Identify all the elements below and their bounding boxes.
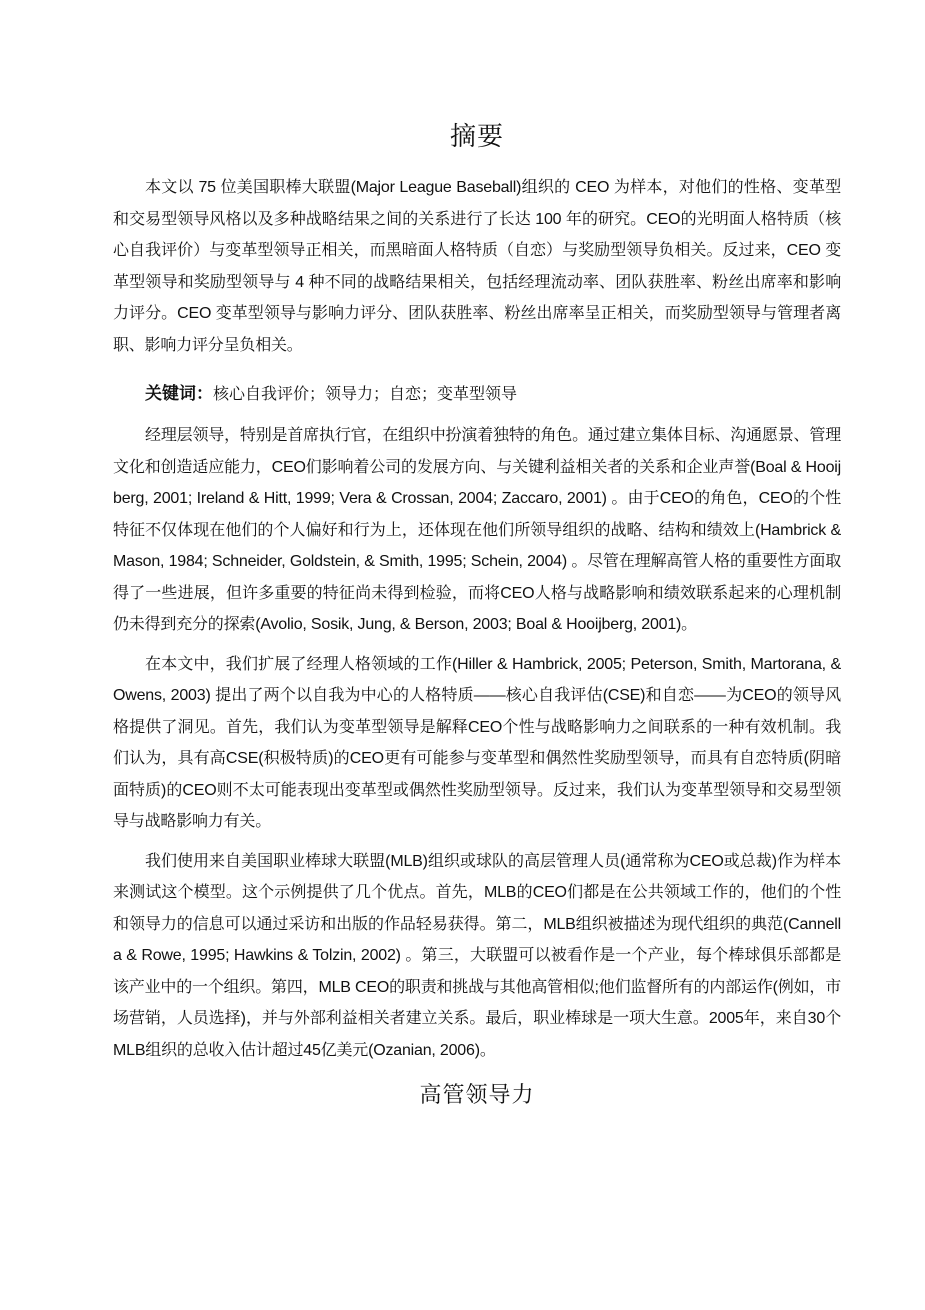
section-heading: 高管领导力	[419, 1082, 535, 1107]
document-page	[113, 118, 841, 1112]
body-paragraph-3: 我们使用来自美国职业棒球大联盟(MLB)组织或球队的高层管理人员(通常称为CEO或总裁)作为样本来测试这个模型。这个示例提供了几个优点。首先，MLB的CEO们都是在公共领域工作的，他们的个性和领导力的信息可以通过采访和出版的作品轻易获得。第二，MLB组织被描述为现代组织的典范(Cannella & Rowe, 1995; Hawkins & Tolzin, 2002) 。第三，大联盟可以被看作是一个产业，每个棒球俱乐部都是该产业中的一个组织。第四，MLB CEO的职责和挑战与其他高管相似;他们监督所有的内部运作(例如，市场营销，人员选择)，并与外部利益相关者建立关系。最后，职业棒球是一项大生意。2005年，来自30个MLB组织的总收入估计超过45亿美元(Ozanian, 2006)。	[113, 852, 841, 1059]
abstract-title: 摘要	[449, 121, 504, 151]
keywords-line	[113, 379, 841, 410]
keywords-text: 核心自我评价；领导力；自恋；变革型领导	[213, 386, 518, 403]
body-paragraph-2: 在本文中，我们扩展了经理人格领域的工作(Hiller & Hambrick, 2005; Peterson, Smith, Martorana, & Owens, 2003) 提出了两个以自我为中心的人格特质——核心自我评估(CSE)和自恋——为CEO的领导风格提供了洞见。首先，我们认为变革型领导是解释CEO个性与战略影响力之间联系的一种有效机制。我们认为，具有高CSE(积极特质)的CEO更有可能参与变革型和偶然性奖励型领导，而具有自恋特质(阴暗面特质)的CEO则不太可能表现出变革型或偶然性奖励型领导。反过来，我们认为变革型领导和交易型领导与战略影响力有关。	[113, 655, 841, 830]
body-paragraph-1: 经理层领导，特别是首席执行官，在组织中扮演着独特的角色。通过建立集体目标、沟通愿景、管理文化和创造适应能力，CEO们影响着公司的发展方向、与关键利益相关者的关系和企业声誉(Boal & Hooijberg, 2001; Ireland & Hitt, 1999; Vera & Crossan, 2004; Zaccaro, 2001) 。由于CEO的角色，CEO的个性特征不仅体现在他们的个人偏好和行为上，还体现在他们所领导组织的战略、结构和绩效上(Hambrick & Mason, 1984; Schneider, Goldstein, & Smith, 1995; Schein, 2004) 。尽管在理解高管人格的重要性方面取得了一些进展，但许多重要的特征尚未得到检验，而将CEO人格与战略影响和绩效联系起来的心理机制仍未得到充分的探索(Avolio, Sosik, Jung, & Berson, 2003; Boal & Hooijberg, 2001)。	[113, 427, 841, 633]
keywords-label: 关键词：	[145, 384, 213, 403]
abstract-paragraph: 本文以 75 位美国职棒大联盟(Major League Baseball)组织的 CEO 为样本，对他们的性格、变革型和交易型领导风格以及多种战略结果之间的关系进行了长达 100 年的研究。CEO的光明面人格特质（核心自我评价）与变革型领导正相关，而黑暗面人格特质（自恋）与奖励型领导负相关。反过来，CEO 变革型领导和奖励型领导与 4 种不同的战略结果相关，包括经理流动率、团队获胜率、粉丝出席率和影响力评分。CEO 变革型领导与影响力评分、团队获胜率、粉丝出席率呈正相关，而奖励型领导与管理者离职、影响力评分呈负相关。	[113, 179, 841, 354]
